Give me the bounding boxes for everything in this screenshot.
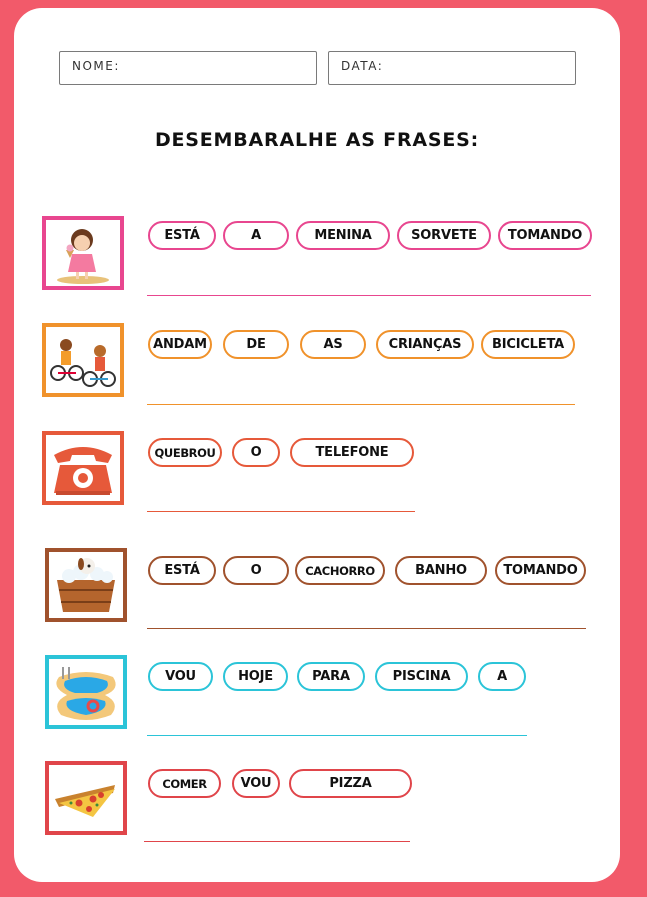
exercise-row xyxy=(14,321,620,421)
telephone-picture xyxy=(42,431,124,505)
word-pill[interactable]: COMER xyxy=(148,769,221,798)
exercise-row xyxy=(14,653,620,753)
word-pill[interactable]: MENINA xyxy=(296,221,390,250)
children-bicycles-picture xyxy=(42,323,124,397)
word-pill[interactable]: VOU xyxy=(232,769,280,798)
word-pill[interactable]: VOU xyxy=(148,662,213,691)
word-pill[interactable]: PIZZA xyxy=(289,769,412,798)
answer-line[interactable] xyxy=(147,511,415,512)
girl-ice-cream-picture xyxy=(42,216,124,290)
pizza-picture xyxy=(45,761,127,835)
exercise-row xyxy=(14,429,620,529)
worksheet xyxy=(14,8,620,882)
answer-line[interactable] xyxy=(144,841,410,842)
word-pill[interactable]: TOMANDO xyxy=(495,556,586,585)
word-pill[interactable]: SORVETE xyxy=(397,221,491,250)
page-title: DESEMBARALHE AS FRASES: xyxy=(154,129,480,151)
word-pill[interactable]: QUEBROU xyxy=(148,438,222,467)
dog-bath-picture xyxy=(45,548,127,622)
swimming-pool-picture xyxy=(45,655,127,729)
word-pill[interactable]: ANDAM xyxy=(148,330,212,359)
name-label: NOME: xyxy=(72,59,120,73)
word-pill[interactable]: TELEFONE xyxy=(290,438,414,467)
word-pill[interactable]: A xyxy=(223,221,289,250)
word-pill[interactable]: PARA xyxy=(297,662,365,691)
word-pill[interactable]: O xyxy=(223,556,289,585)
word-pill[interactable]: CACHORRO xyxy=(295,556,385,585)
word-pill[interactable]: AS xyxy=(300,330,366,359)
word-pill[interactable]: BANHO xyxy=(395,556,487,585)
word-pill[interactable]: O xyxy=(232,438,280,467)
answer-line[interactable] xyxy=(147,735,527,736)
word-pill[interactable]: BICICLETA xyxy=(481,330,575,359)
answer-line[interactable] xyxy=(147,404,575,405)
exercise-row xyxy=(14,760,620,860)
word-pill[interactable]: TOMANDO xyxy=(498,221,592,250)
word-pill[interactable]: HOJE xyxy=(223,662,288,691)
name-field[interactable] xyxy=(59,51,317,85)
answer-line[interactable] xyxy=(147,628,586,629)
word-pill[interactable]: ESTÁ xyxy=(148,556,216,585)
word-pill[interactable]: A xyxy=(478,662,526,691)
word-pill[interactable]: PISCINA xyxy=(375,662,468,691)
exercise-row xyxy=(14,213,620,313)
word-pill[interactable]: DE xyxy=(223,330,289,359)
answer-line[interactable] xyxy=(147,295,591,296)
word-pill[interactable]: CRIANÇAS xyxy=(376,330,474,359)
date-field[interactable] xyxy=(328,51,576,85)
word-pill[interactable]: ESTÁ xyxy=(148,221,216,250)
exercise-row xyxy=(14,546,620,646)
date-label: DATA: xyxy=(341,59,384,73)
